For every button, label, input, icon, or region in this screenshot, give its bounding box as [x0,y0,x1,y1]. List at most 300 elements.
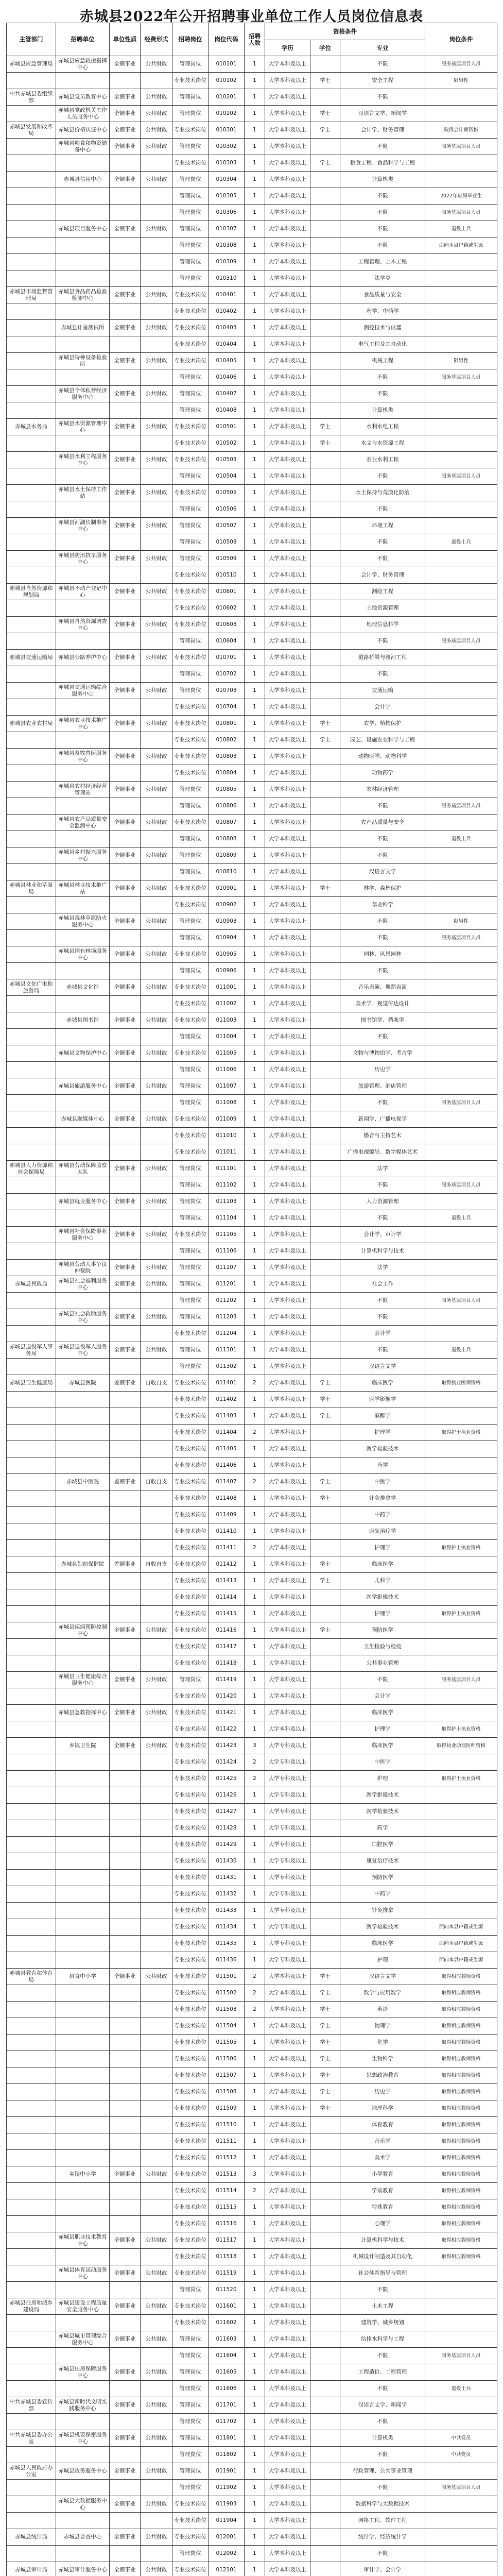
table-cell: 大学本科及以上 [265,600,310,617]
table-cell [7,600,56,617]
table-cell: 010810 [209,864,245,880]
table-cell [141,2100,172,2117]
table-cell [310,930,340,946]
table-cell: 1 [245,303,265,320]
table-cell [425,2282,497,2298]
table-cell: 1 [245,1589,265,1606]
table-cell: 专业技术岗位 [172,1227,209,1243]
table-cell [141,2348,172,2364]
table-cell [141,765,172,782]
table-cell: 不限 [340,2447,425,2463]
table-cell: 赤城县交通运输综合服务中心 [56,683,110,699]
table-cell [425,1639,497,1655]
table-cell: 011404 [209,1425,245,1441]
table-cell [310,2430,340,2447]
table-cell: 学士 [310,2084,340,2100]
table-cell: 赤城县粮食和物资储备中心 [56,139,110,155]
table-cell: 土地资源管理 [340,600,425,617]
table-cell: 010905 [209,946,245,963]
table-cell: 公共财政 [141,1012,172,1029]
table-row [7,2282,497,2298]
table-row [7,666,497,683]
table-cell [56,1606,110,1622]
table-cell [141,2216,172,2232]
table-cell: 管理岗位 [172,1243,209,1260]
table-cell: 公共财政 [141,89,172,106]
table-cell [141,468,172,485]
table-cell: 会计学 [340,699,425,716]
table-cell [110,765,141,782]
table-cell [7,815,56,831]
table-cell: 面向本县户籍或生源 [425,238,497,254]
table-cell: 专业技术岗位 [172,1606,209,1622]
table-cell [110,270,141,287]
table-cell [425,336,497,353]
table-cell [7,2084,56,2100]
table-cell: 1 [245,1705,265,1721]
table-cell [7,402,56,419]
table-cell: 大学本科及以上 [265,419,310,435]
table-cell [310,1523,340,1540]
table-cell [56,2117,110,2133]
table-cell [425,1458,497,1474]
table-cell: 公共财政 [141,815,172,831]
table-cell: 011604 [209,2348,245,2364]
table-row [7,287,497,303]
table-cell [141,1408,172,1425]
table-cell: 大学本科及以上 [265,2232,310,2249]
table-row [7,1705,497,1721]
table-cell: 011504 [209,2018,245,2035]
table-cell: 1 [245,683,265,699]
table-cell [310,765,340,782]
table-cell [141,2084,172,2100]
table-cell: 全额事业 [110,1161,141,1177]
table-cell [7,1639,56,1655]
table-cell [7,749,56,765]
table-cell [310,946,340,963]
table-cell: 不限 [340,2348,425,2364]
header-cell: 经费形式 [141,23,172,56]
table-cell [141,2315,172,2331]
table-cell: 管理岗位 [172,188,209,205]
table-cell [7,963,56,979]
table-cell [110,188,141,205]
table-cell [310,666,340,683]
table-cell [56,2100,110,2117]
table-cell: 临床医学 [340,1936,425,1952]
table-cell: 取得相应教师资格 [425,2084,497,2100]
table-cell: 全额事业 [110,172,141,188]
table-cell: 赤城县信用中心 [56,172,110,188]
table-cell [141,270,172,287]
table-cell [110,1293,141,1309]
table-cell [425,402,497,419]
table-cell: 大学本科及以上 [265,2348,310,2364]
table-cell: 专业技术岗位 [172,1688,209,1705]
table-cell [110,1392,141,1408]
table-cell: 专业技术岗位 [172,1441,209,1458]
table-row [7,1062,497,1078]
table-cell: 1 [245,2562,265,2576]
table-cell [7,2315,56,2331]
table-cell: 010802 [209,732,245,749]
table-cell [310,386,340,402]
table-cell: 大学本科及以上 [265,2397,310,2414]
table-cell: 管理岗位 [172,238,209,254]
table-cell: 1 [245,534,265,551]
table-cell: 011422 [209,1721,245,1738]
table-cell [310,1161,340,1177]
table-cell: 赤城县民政局 [7,1276,56,1293]
table-cell [425,270,497,287]
table-cell [141,1359,172,1375]
table-cell [56,2084,110,2100]
table-row [7,2067,497,2084]
table-row [7,1606,497,1622]
table-row [7,930,497,946]
table-cell: 大学专科及以上 [265,1754,310,1771]
table-cell: 服务基层项目人员 [425,369,497,386]
table-cell [110,2480,141,2496]
table-cell: 大学本科及以上 [265,2100,310,2117]
table-cell [110,1837,141,1853]
table-cell [141,1853,172,1870]
table-cell: 专业技术岗位 [172,2150,209,2166]
table-cell: 赤城县住房和城乡建设局 [7,2298,56,2315]
table-cell [7,633,56,650]
table-row [7,205,497,221]
table-cell [7,1952,56,1969]
table-cell: 管理岗位 [172,831,209,848]
table-cell: 011435 [209,1936,245,1952]
table-cell [141,1985,172,2002]
table-cell: 1 [245,815,265,831]
table-cell [310,303,340,320]
table-cell [310,848,340,864]
table-cell [425,1556,497,1573]
table-cell: 大学本科及以上 [265,946,310,963]
table-cell [141,897,172,913]
table-cell: 学士 [310,2002,340,2018]
table-cell: 专业技术岗位 [172,303,209,320]
table-row [7,320,497,336]
table-cell [7,946,56,963]
table-cell: 1 [245,716,265,732]
table-cell [310,2447,340,2463]
table-cell [56,1985,110,2002]
table-cell: 专业技术岗位 [172,2067,209,2084]
table-cell [110,1326,141,1342]
table-cell [7,2348,56,2364]
table-cell: 010202 [209,106,245,122]
table-cell: 专业技术岗位 [172,2117,209,2133]
table-cell [110,1886,141,1903]
table-cell [56,1688,110,1705]
table-cell [7,1128,56,1144]
table-cell: 全额事业 [110,2562,141,2576]
table-cell: 地理科学 [340,2100,425,2117]
table-cell: 赤城县人民政府办公室 [7,2463,56,2480]
table-cell: 学士 [310,435,340,452]
table-cell: 公共事业管理 [340,1655,425,1672]
table-cell [425,1111,497,1128]
table-cell: 广播电视编导、数字媒体艺术 [340,1144,425,1161]
table-cell: 公共财政 [141,1260,172,1276]
table-cell: 010306 [209,205,245,221]
table-cell [310,1870,340,1886]
table-cell: 1 [245,2513,265,2529]
table-cell: 010902 [209,897,245,913]
table-cell: 赤城县急救指挥中心 [56,1705,110,1721]
table-cell [110,1853,141,1870]
table-cell: 1 [245,1293,265,1309]
table-cell: 011403 [209,1408,245,1425]
table-cell: 大学本科及以上 [265,303,310,320]
table-cell: 限男性 [425,73,497,89]
table-cell: 011801 [209,2430,245,2447]
table-cell [110,2249,141,2265]
table-cell [7,1441,56,1458]
table-cell: 1 [245,2150,265,2166]
table-cell: 取得相应教师资格 [425,1985,497,2002]
table-cell [56,1721,110,1738]
table-cell: 011904 [209,2513,245,2529]
table-cell: 全额事业 [110,2265,141,2282]
table-cell: 学士 [310,1556,340,1573]
table-cell: 大学本科及以上 [265,188,310,205]
table-cell [141,930,172,946]
table-cell: 010901 [209,880,245,897]
table-cell: 公共财政 [141,419,172,435]
table-cell: 2 [245,1540,265,1556]
table-cell: 1 [245,2051,265,2067]
table-cell: 1 [245,452,265,468]
table-cell: 中药学 [340,1886,425,1903]
table-cell: 大学本科及以上 [265,1392,310,1408]
table-cell: 011413 [209,1573,245,1589]
table-cell [7,1556,56,1573]
table-row [7,2513,497,2529]
table-cell: 大学本科及以上 [265,2364,310,2381]
table-cell: 儿科学 [340,1573,425,1589]
table-cell [56,1787,110,1804]
table-cell: 1 [245,1672,265,1688]
table-cell: 011502 [209,1985,245,2002]
table-cell [425,2414,497,2430]
table-cell: 取得护士执业资格 [425,1771,497,1787]
table-cell [7,2100,56,2117]
table-cell [7,238,56,254]
table-cell: 全额事业 [110,320,141,336]
table-cell [141,2546,172,2562]
table-cell [310,2529,340,2546]
table-cell [7,1210,56,1227]
table-cell: 中共党员 [425,2447,497,2463]
table-cell [56,1243,110,1260]
table-cell: 计算机类 [340,172,425,188]
table-cell [56,633,110,650]
table-cell [56,798,110,815]
table-cell [141,2282,172,2298]
table-cell: 心理学 [340,2216,425,2232]
table-cell [310,1903,340,1919]
table-cell: 不限 [340,2480,425,2496]
table-cell: 限男性 [425,353,497,369]
table-cell [110,2117,141,2133]
table-cell: 大学本科及以上 [265,1210,310,1227]
table-cell: 1 [245,1903,265,1919]
table-row [7,435,497,452]
table-cell: 专业技术岗位 [172,1507,209,1523]
table-cell: 大学本科及以上 [265,913,310,930]
table-cell: 针灸推拿 [340,1903,425,1919]
table-cell [56,1458,110,1474]
table-cell [7,1260,56,1276]
table-cell: 取得护士执业资格 [425,1721,497,1738]
table-cell [7,1985,56,2002]
table-cell [310,485,340,501]
table-row [7,2051,497,2067]
table-cell [56,2282,110,2298]
table-cell [310,1012,340,1029]
table-cell: 011103 [209,1194,245,1210]
positions-table [6,23,497,2576]
table-cell: 大学本科及以上 [265,2315,310,2331]
table-cell: 专业技术岗位 [172,122,209,139]
table-cell [56,699,110,716]
table-cell: 专业技术岗位 [172,2265,209,2282]
table-cell: 1 [245,897,265,913]
table-cell: 学士 [310,1490,340,1507]
table-cell: 大学本科及以上 [265,1326,310,1342]
table-cell [141,1293,172,1309]
table-cell [110,468,141,485]
table-cell: 土木工程 [340,2298,425,2315]
table-cell: 011425 [209,1771,245,1787]
table-cell: 专业技术岗位 [172,2018,209,2035]
table-cell [110,732,141,749]
table-cell: 011418 [209,1655,245,1672]
table-cell: 管理岗位 [172,468,209,485]
table-cell: 1 [245,2364,265,2381]
table-cell: 大学本科及以上 [265,1490,310,1507]
table-cell: 010201 [209,89,245,106]
table-cell: 大学本科及以上 [265,963,310,979]
table-cell [425,600,497,617]
table-cell: 010406 [209,369,245,386]
table-cell: 公共财政 [141,172,172,188]
table-cell: 口腔医学 [340,1837,425,1853]
table-cell: 公共财政 [141,1622,172,1639]
table-cell: 专业技术岗位 [172,1556,209,1573]
table-cell [56,1490,110,1507]
table-row [7,2463,497,2480]
table-cell: 1 [245,1523,265,1540]
table-cell [310,2562,340,2576]
table-cell [141,1886,172,1903]
table-cell [141,2133,172,2150]
table-row [7,501,497,518]
table-cell [425,1012,497,1029]
table-cell [425,1029,497,1045]
table-cell [56,303,110,320]
table-cell: 管理岗位 [172,2430,209,2447]
table-cell: 取得相应教师资格 [425,2133,497,2150]
table-cell [7,1705,56,1721]
table-row [7,716,497,732]
table-cell: 赤城县社会保险事业服务中心 [56,1227,110,1243]
table-row [7,1276,497,1293]
table-cell [310,518,340,534]
table-row [7,1128,497,1144]
page-title: 赤城县2022年公开招聘事业单位工作人员岗位信息表 [79,9,424,25]
table-cell: 大学专科及以上 [265,1771,310,1787]
table-cell: 大学本科及以上 [265,567,310,584]
table-cell: 2 [245,1425,265,1441]
table-row [7,1969,497,1985]
table-cell: 取得相应教师资格 [425,2035,497,2051]
table-cell [7,1177,56,1194]
table-cell [141,666,172,683]
table-cell: 公共财政 [141,716,172,732]
table-cell: 服务基层项目人员 [425,468,497,485]
table-cell: 1 [245,946,265,963]
table-cell [7,1507,56,1523]
table-cell: 专业技术岗位 [172,880,209,897]
table-cell: 乡镇中小学 [56,2166,110,2183]
table-cell [141,2183,172,2199]
table-cell [425,2496,497,2513]
table-cell [7,1425,56,1441]
table-cell [425,1837,497,1853]
table-cell [110,1804,141,1820]
table-cell: 011903 [209,2496,245,2513]
table-cell [7,1655,56,1672]
table-cell [7,2265,56,2282]
table-cell: 管理岗位 [172,798,209,815]
table-cell [56,831,110,848]
table-cell [425,864,497,880]
table-cell [110,2067,141,2084]
table-cell [141,2067,172,2084]
table-cell [56,1655,110,1672]
table-cell: 大学专科及以上 [265,1936,310,1952]
table-cell: 1 [245,880,265,897]
header-cell: 资格条件 [265,23,425,40]
table-cell: 1 [245,1639,265,1655]
table-row [7,139,497,155]
table-cell: 1 [245,650,265,666]
table-cell: 不限 [340,2381,425,2397]
table-cell [110,1425,141,1441]
table-row [7,1177,497,1194]
table-cell: 全额事业 [110,683,141,699]
table-cell: 大学专科及以上 [265,1820,310,1837]
table-cell [56,864,110,880]
table-cell: 管理岗位 [172,1260,209,1276]
table-cell: 1 [245,139,265,155]
table-cell [7,2199,56,2216]
table-cell: 011009 [209,1111,245,1128]
table-cell [425,1359,497,1375]
table-cell: 1 [245,1886,265,1903]
table-cell: 大学本科及以上 [265,551,310,567]
table-cell [141,73,172,89]
table-cell [310,2183,340,2199]
table-cell [110,2414,141,2430]
table-cell [7,501,56,518]
